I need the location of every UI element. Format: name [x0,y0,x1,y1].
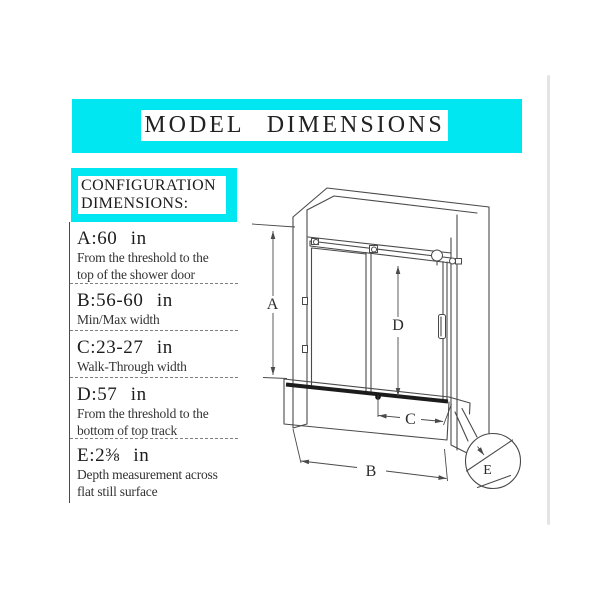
dimension-a-desc-line2: top of the shower door [77,267,195,282]
dimension-c-value: C:23-27 in [77,337,173,358]
diagram-label-c: C [405,411,416,428]
dimension-line-d [392,266,404,396]
dimension-line-b [293,429,448,481]
glass-panels [312,248,448,400]
configuration-title-line2: DIMENSIONS: [81,195,189,212]
diagram-label-a: A [266,296,279,313]
dimension-d-value: D:57 in [77,384,147,405]
banner-title: MODEL DIMENSIONS [144,112,445,138]
dimension-a-value: A:60 in [77,228,147,249]
wall-bracket-icon [303,298,308,305]
roller-icon [450,258,456,264]
dimension-b-desc-line1: Min/Max width [77,312,160,327]
dimension-e-desc-line2: flat still surface [77,484,158,499]
diagram-label-d: D [392,317,404,334]
dimension-d-desc-line1: From the threshold to the [77,406,209,421]
dimension-e-desc-line1: Depth measurement across [77,467,218,482]
dimension-b-value: B:56-60 in [77,290,173,311]
roller-icon [314,240,319,245]
top-track [310,239,462,266]
dimension-line-a [252,224,295,379]
door-handle-icon [439,315,446,339]
bathtub-threshold [284,379,470,440]
dimension-e-value: E:2⅜ in [77,445,150,466]
dimension-a-desc-line1: From the threshold to the [77,250,209,265]
dimension-d-desc-line2: bottom of top track [77,423,178,438]
bottom-track [286,385,448,402]
diagram-label-b: B [365,463,377,480]
dimension-c-desc-line1: Walk-Through width [77,359,187,374]
configuration-title-line1: CONFIGURATION [81,177,216,194]
roller-icon [372,247,377,252]
diagram-label-e: E [483,463,492,478]
detail-circle [466,434,521,489]
roller-icon [432,250,443,261]
wall-bracket-icon [303,346,308,353]
detail-callout-e [455,409,521,489]
